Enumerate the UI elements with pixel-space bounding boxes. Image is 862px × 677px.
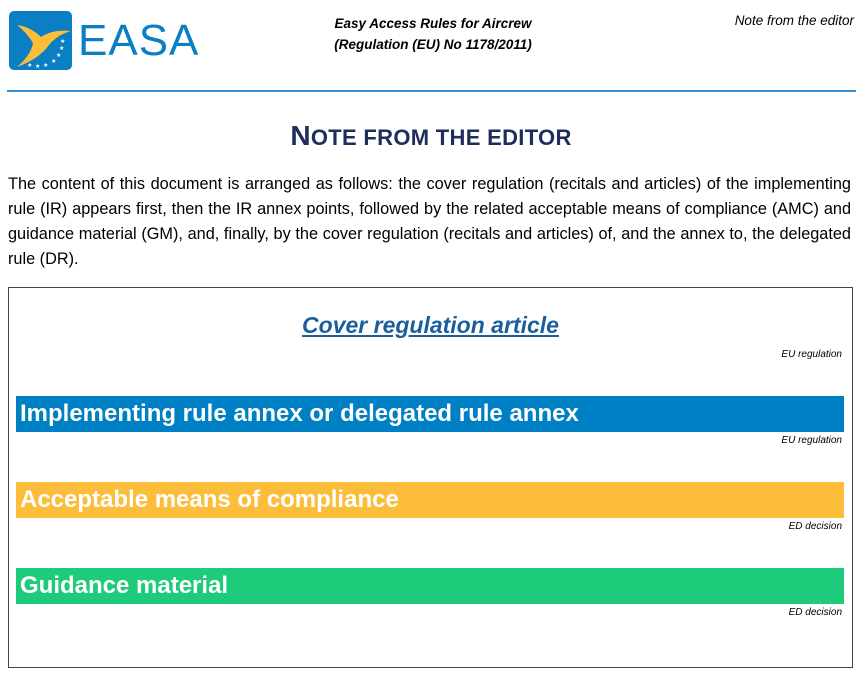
svg-text:★: ★ — [35, 64, 41, 70]
svg-text:★: ★ — [56, 53, 62, 59]
amc-bar: Acceptable means of compliance — [16, 482, 844, 518]
source-label: ED decision — [788, 521, 842, 532]
logo-text: EASA — [78, 15, 200, 65]
doc-title-line1: Easy Access Rules for Aircrew — [334, 16, 532, 31]
implementing-rule-bar: Implementing rule annex or delegated rule annex — [16, 396, 844, 432]
svg-text:★: ★ — [59, 46, 65, 52]
section-name: Note from the editor — [734, 13, 854, 28]
source-label: EU regulation — [781, 435, 842, 446]
source-label: ED decision — [788, 607, 842, 618]
document-title — [280, 13, 586, 55]
svg-text:★: ★ — [43, 63, 49, 69]
doc-title-line2: (Regulation (EU) No 1178/2011) — [334, 37, 532, 52]
page-title — [0, 120, 862, 152]
svg-text:★: ★ — [51, 59, 57, 65]
title-rest: OTE FROM THE EDITOR — [310, 125, 572, 150]
header-divider — [7, 90, 856, 92]
guidance-material-bar: Guidance material — [16, 568, 844, 604]
cover-regulation-label: Cover regulation article — [302, 312, 559, 338]
title-initial: N — [290, 120, 311, 151]
bird-icon — [9, 11, 72, 70]
legend-box — [8, 287, 853, 668]
source-label: EU regulation — [781, 349, 842, 360]
intro-paragraph: The content of this document is arranged as follows: the cover regulation (recitals and articles) of the implementing rule (IR) appears first, then the IR annex points, followed by the related acceptable means of compliance (AMC) and guidance material (GM), and, finally, by the cover regulation (recitals and articles) of, and the annex to, the delegated rule (DR). — [8, 175, 851, 268]
easa-logo — [9, 11, 199, 70]
svg-text:★: ★ — [60, 39, 66, 45]
svg-text:★: ★ — [27, 63, 33, 69]
